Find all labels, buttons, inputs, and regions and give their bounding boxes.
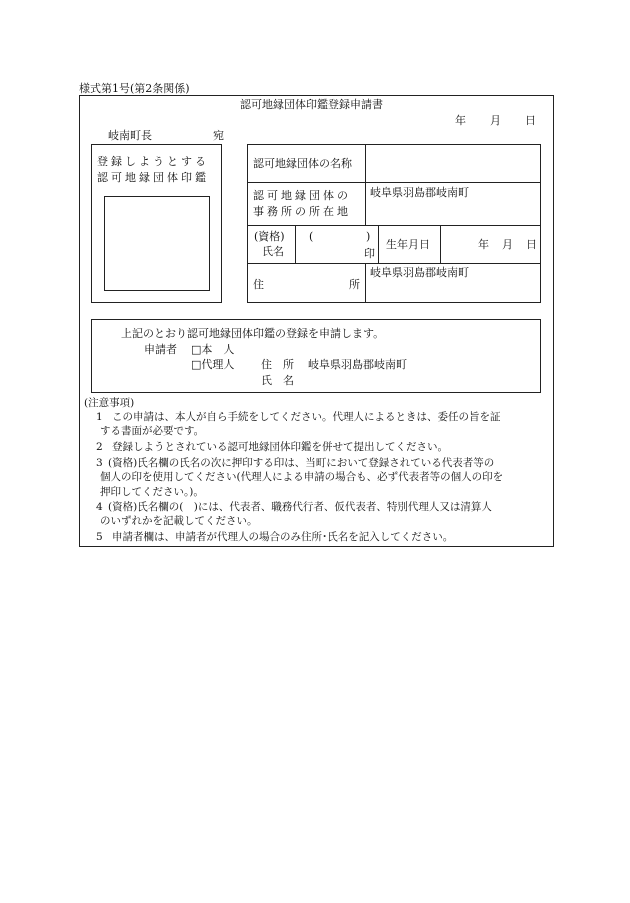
agent-name-label: 氏 名: [261, 374, 294, 387]
office-label-line1: 認可地縁団体の: [253, 189, 351, 202]
form-number: 様式第1号(第2条関係): [79, 82, 190, 95]
note-3-number: 3: [96, 457, 103, 469]
honorific: 宛: [213, 129, 224, 142]
date-year-label: 年: [455, 114, 466, 127]
notes-heading: (注意事項): [84, 397, 135, 409]
seal-mark: 印: [364, 247, 375, 260]
office-value: 岐阜県羽島郡岐南町: [370, 186, 469, 199]
option-self[interactable]: □本 人: [191, 343, 235, 356]
form-title: 認可地縁団体印鑑登録申請書: [240, 98, 383, 111]
note-4-number: 4: [96, 501, 103, 513]
note-1-number: 1: [96, 411, 103, 423]
office-label-line2: 事務所の所在地: [253, 205, 351, 218]
agent-address-label: 住 所: [261, 358, 294, 371]
name-value-cell[interactable]: [365, 144, 541, 183]
qual-label: (資格): [254, 230, 285, 243]
birth-month-label: 月: [502, 238, 513, 251]
paren-open: (: [309, 230, 314, 243]
note-2-line1: 登録しようとされている認可地縁団体印鑑を併せて提出してください。: [112, 441, 448, 453]
note-4-line2: のいずれかを記載してください。: [100, 515, 258, 527]
date-month-label: 月: [490, 114, 501, 127]
seal-panel-line1: 登録しようとする: [97, 155, 209, 168]
note-2-number: 2: [96, 441, 103, 453]
address-label-1: 住: [253, 278, 264, 291]
note-3-line3: 押印してください。)。: [100, 486, 204, 498]
note-3-line1: (資格)氏名欄の氏名の次に押印する印は、当町において登録されている代表者等の: [108, 457, 495, 469]
note-5-line1: 申請者欄は、申請者が代理人の場合のみ住所･氏名を記入してください。: [112, 531, 454, 543]
note-1-line2: する書面が必要です。: [100, 425, 205, 437]
birth-day-label: 日: [526, 238, 537, 251]
note-3-line2: 個人の印を使用してください(代理人による申請の場合も、必ず代表者等の個人の印を: [100, 471, 504, 483]
name-label: 認可地縁団体の名称: [253, 157, 352, 170]
rep-name-label: 氏名: [262, 245, 284, 258]
note-4-line1: (資格)氏名欄の( )には、代表者、職務代行者、仮代表者、特別代理人又は清算人: [108, 501, 492, 513]
seal-panel-line2: 認可地縁団体印鑑: [97, 171, 209, 184]
note-5-number: 5: [96, 531, 103, 543]
date-day-label: 日: [525, 114, 536, 127]
addressee: 岐南町長: [108, 129, 152, 142]
address-value: 岐阜県羽島郡岐南町: [370, 266, 469, 279]
applicant-label: 申請者: [144, 343, 177, 356]
birth-year-label: 年: [478, 238, 489, 251]
birth-label: 生年月日: [386, 238, 430, 251]
option-agent[interactable]: □代理人: [191, 358, 235, 371]
address-label-2: 所: [349, 278, 360, 291]
agent-address-value: 岐阜県羽島郡岐南町: [308, 358, 407, 371]
seal-impression-area[interactable]: [104, 196, 210, 291]
paren-close: ): [366, 230, 371, 243]
application-statement: 上記のとおり認可地縁団体印鑑の登録を申請します。: [121, 327, 385, 340]
note-1-line1: この申請は、本人が自ら手続をしてください。代理人によるときは、委任の旨を証: [112, 411, 501, 423]
